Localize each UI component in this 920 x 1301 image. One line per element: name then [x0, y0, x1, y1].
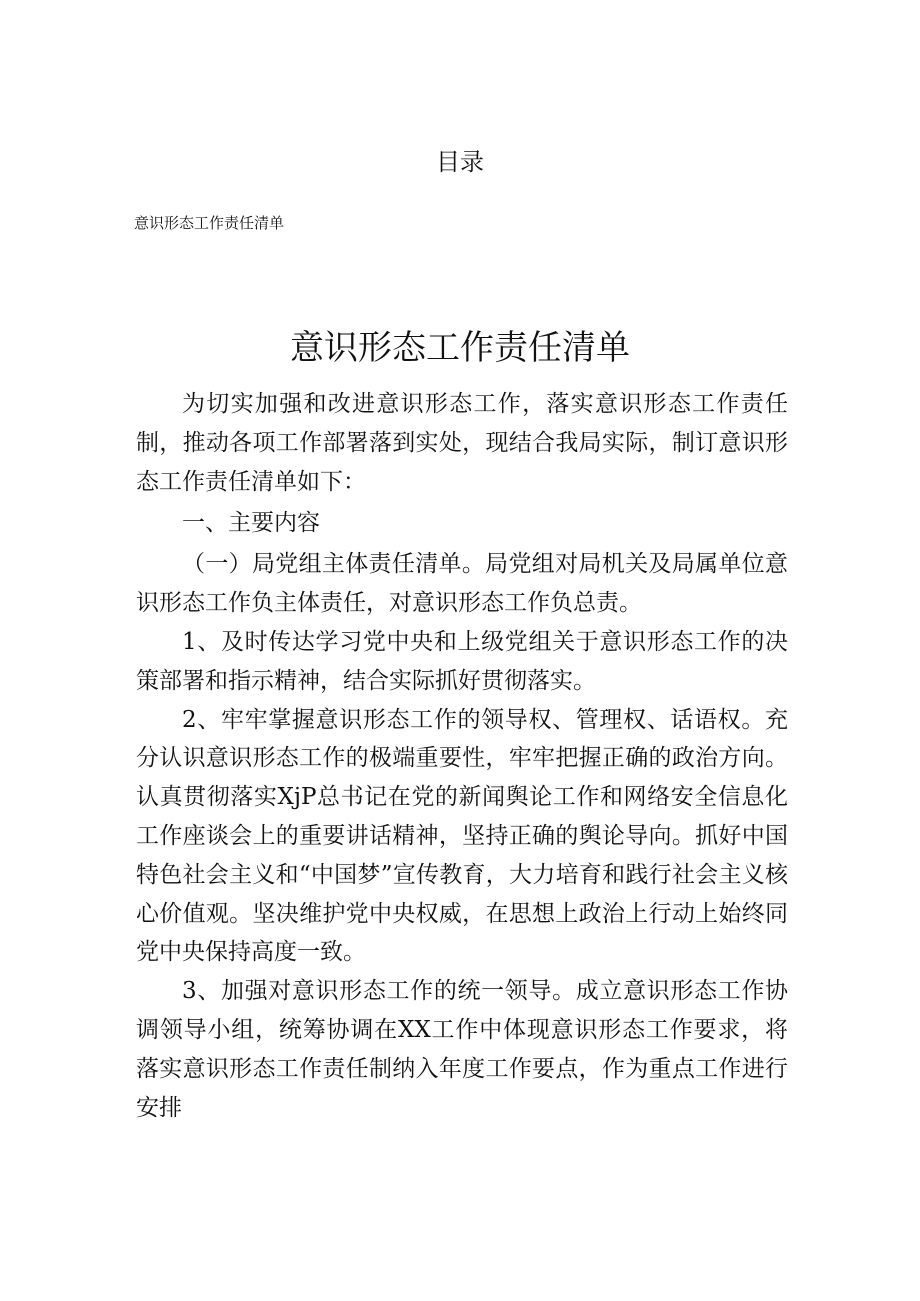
- toc-title: 目录: [436, 148, 484, 176]
- subsection-paragraph: （一）局党组主体责任清单。局党组对局机关及局属单位意识形态工作负主体责任，对意识形态工作负总责。: [136, 551, 788, 617]
- intro-paragraph: 为切实加强和改进意识形态工作，落实意识形态工作责任制，推动各项工作部署落到实处，现结合我局实际，制订意识形态工作责任清单如下：: [136, 391, 788, 495]
- document-body: [136, 385, 788, 1127]
- item-paragraph-3: 3、加强对意识形态工作的统一领导。成立意识形态工作协调领导小组，统筹协调在XX工作中体现意识形态工作要求，将落实意识形态工作责任制纳入年度工作要点，作为重点工作进行安排: [136, 978, 788, 1121]
- item-paragraph-2: 2、牢牢掌握意识形态工作的领导权、管理权、话语权。充分认识意识形态工作的极端重要性，牢牢把握正确的政治方向。认真贯彻落实XjP总书记在党的新闻舆论工作和网络安全信息化工作座谈会上的重要讲话精神，坚持正确的舆论导向。抓好中国特色社会主义和“中国梦”宣传教育，大力培育和践行社会主义核心价值观。坚决维护党中央权威，在思想上政治上行动上始终同党中央保持高度一致。: [136, 706, 788, 966]
- item-paragraph-1: 1、及时传达学习党中央和上级党组关于意识形态工作的决策部署和指示精神，结合实际抓好贯彻落实。: [136, 628, 788, 694]
- toc-entry[interactable]: 意识形态工作责任清单: [134, 214, 285, 232]
- document-title: 意识形态工作责任清单: [290, 328, 630, 368]
- section-heading: 一、主要内容: [182, 510, 320, 537]
